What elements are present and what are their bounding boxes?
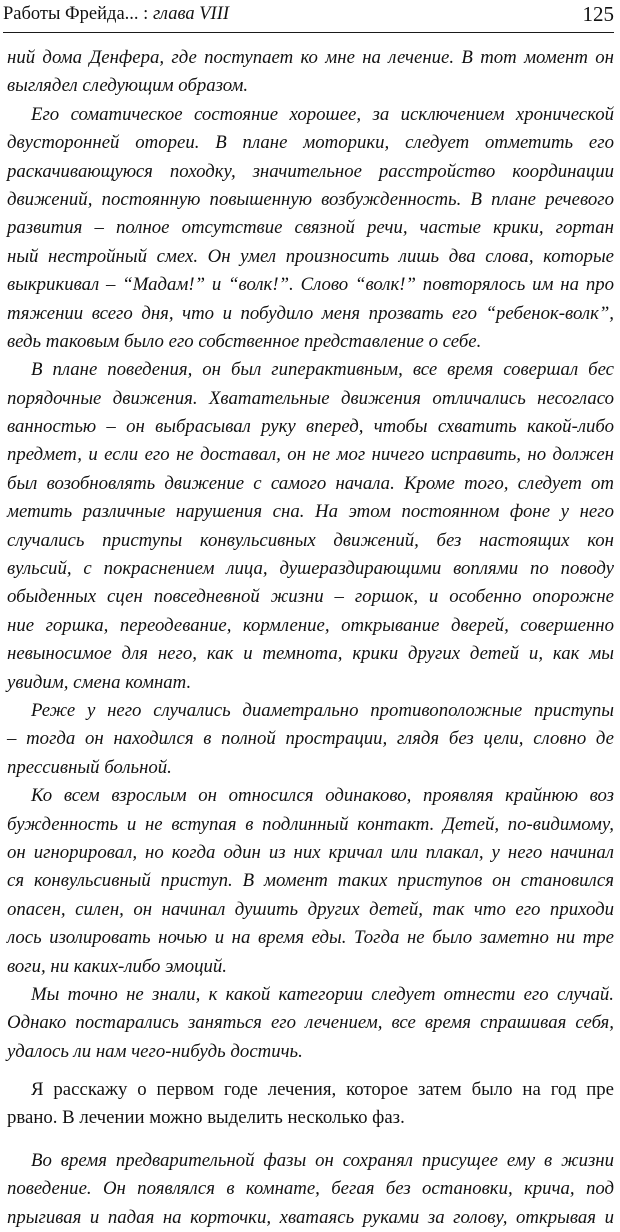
paragraph bbox=[7, 101, 614, 357]
text-line: удалось ли нам чего-нибудь достичь. bbox=[7, 1040, 303, 1062]
text-line: бужденность и не вступая в подлинный контакт. Детей, по-видимому, bbox=[7, 813, 614, 835]
text-line: – тогда он находился в полной прострации, глядя без цели, словно де bbox=[7, 728, 614, 750]
text-line: ванностью – он выбрасывал руку вперед, чтобы схватить какой-либо bbox=[7, 416, 614, 438]
text-line: выкрикивал – “Мадам!” и “волк!”. Слово “волк!” повторялось им на про bbox=[7, 274, 614, 296]
text-line: ный нестройный смех. Он умел произносить лишь два слова, которые bbox=[7, 245, 614, 267]
text-line: развития – полное отсутствие связной речи, частые крики, гортан bbox=[7, 217, 614, 239]
text-line: ние горшка, переодевание, кормление, открывание дверей, совершенно bbox=[7, 614, 614, 636]
text-line: В плане поведения, он был гиперактивным, все время совершал бес bbox=[31, 359, 614, 381]
text-line: прессивный больной. bbox=[7, 756, 172, 778]
text-line: был возобновлять движение с самого начала. Кроме того, следует от bbox=[7, 472, 614, 494]
text-line: ся конвульсивный приступ. В момент таких приступов он становился bbox=[7, 870, 614, 892]
text-line: лось изолировать ночью и на время еды. Тогда не было заметно ни тре bbox=[7, 927, 614, 949]
paragraph-gap bbox=[7, 1133, 614, 1147]
text-line: воги, ни каких-либо эмоций. bbox=[7, 955, 227, 977]
text-line: вульсий, с покраснением лица, душераздирающими воплями по поводу bbox=[7, 558, 614, 580]
text-line: случались приступы конвульсивных движений, без настоящих кон bbox=[7, 529, 614, 551]
text-line: невыносимое для него, как и темнота, крики других детей и, как мы bbox=[7, 643, 614, 665]
text-line: Его соматическое состояние хорошее, за исключением хронической bbox=[31, 103, 614, 125]
paragraph bbox=[7, 981, 614, 1066]
text-line: прыгивая и падая на корточки, хватаясь руками за голову, открывая и bbox=[7, 1206, 614, 1228]
text-line: Мы точно не знали, к какой категории следует отнести его случай. bbox=[31, 983, 614, 1005]
text-line: поведение. Он появлялся в комнате, бегая без остановки, крича, под bbox=[7, 1178, 614, 1200]
text-line: Однако постарались заняться его лечением, все время спрашивая себя, bbox=[7, 1012, 614, 1034]
text-line: Во время предварительной фазы он сохранял присущее ему в жизни bbox=[31, 1149, 614, 1171]
running-header bbox=[3, 2, 614, 33]
text-line: ний дома Денфера, где поступает ко мне на лечение. В тот момент он bbox=[7, 47, 614, 68]
chapter-label: глава VIII bbox=[152, 4, 230, 24]
text-line: Ко всем взрослым он относился одинаково, проявляя крайнюю воз bbox=[31, 785, 614, 807]
book-title: Работы Фрейда... : bbox=[3, 4, 153, 24]
text-line: ведь таковым было его собственное представление о себе. bbox=[7, 330, 482, 352]
text-line: предмет, и если его не доставал, он не мог ничего исправить, но должен bbox=[7, 444, 614, 466]
paragraph bbox=[7, 1147, 614, 1232]
text-line: Реже у него случались диаметрально противоположные приступы bbox=[31, 699, 614, 721]
paragraph bbox=[7, 697, 614, 782]
text-line: Я расскажу о первом годе лечения, которое затем было на год пре bbox=[31, 1079, 614, 1101]
text-line: увидим, смена комнат. bbox=[7, 671, 192, 693]
page-number: 125 bbox=[582, 2, 614, 26]
text-line: порядочные движения. Хватательные движения отличались несогласо bbox=[7, 387, 614, 409]
paragraph bbox=[7, 1076, 614, 1133]
body-text bbox=[7, 44, 614, 1232]
text-line: рвано. В лечении можно выделить несколько фаз. bbox=[7, 1107, 405, 1129]
text-line: тяжении всего дня, что и побудило меня прозвать его “ребенок-волк”, bbox=[7, 302, 614, 324]
paragraph bbox=[7, 356, 614, 697]
text-line: метить различные нарушения сна. На этом постоянном фоне у него bbox=[7, 501, 614, 523]
running-title bbox=[3, 4, 229, 25]
text-line: опасен, силен, он начинал душить других детей, так что его приходи bbox=[7, 898, 614, 920]
text-line: он игнорировал, но когда один из них кричал или плакал, у него начинал bbox=[7, 841, 614, 863]
paragraph bbox=[7, 44, 614, 101]
paragraph-gap bbox=[7, 1066, 614, 1076]
text-line: обыденных сцен повседневной жизни – горшок, и особенно опорожне bbox=[7, 586, 614, 608]
text-line: выглядел следующим образом. bbox=[7, 75, 249, 97]
text-line: двусторонней отореи. В плане моторики, следует отметить его bbox=[7, 132, 614, 154]
paragraph bbox=[7, 782, 614, 981]
text-line: раскачивающуюся походку, значительное расстройство координации bbox=[7, 160, 614, 182]
text-line: движений, постоянную повышенную возбужденность. В плане речевого bbox=[7, 188, 614, 210]
